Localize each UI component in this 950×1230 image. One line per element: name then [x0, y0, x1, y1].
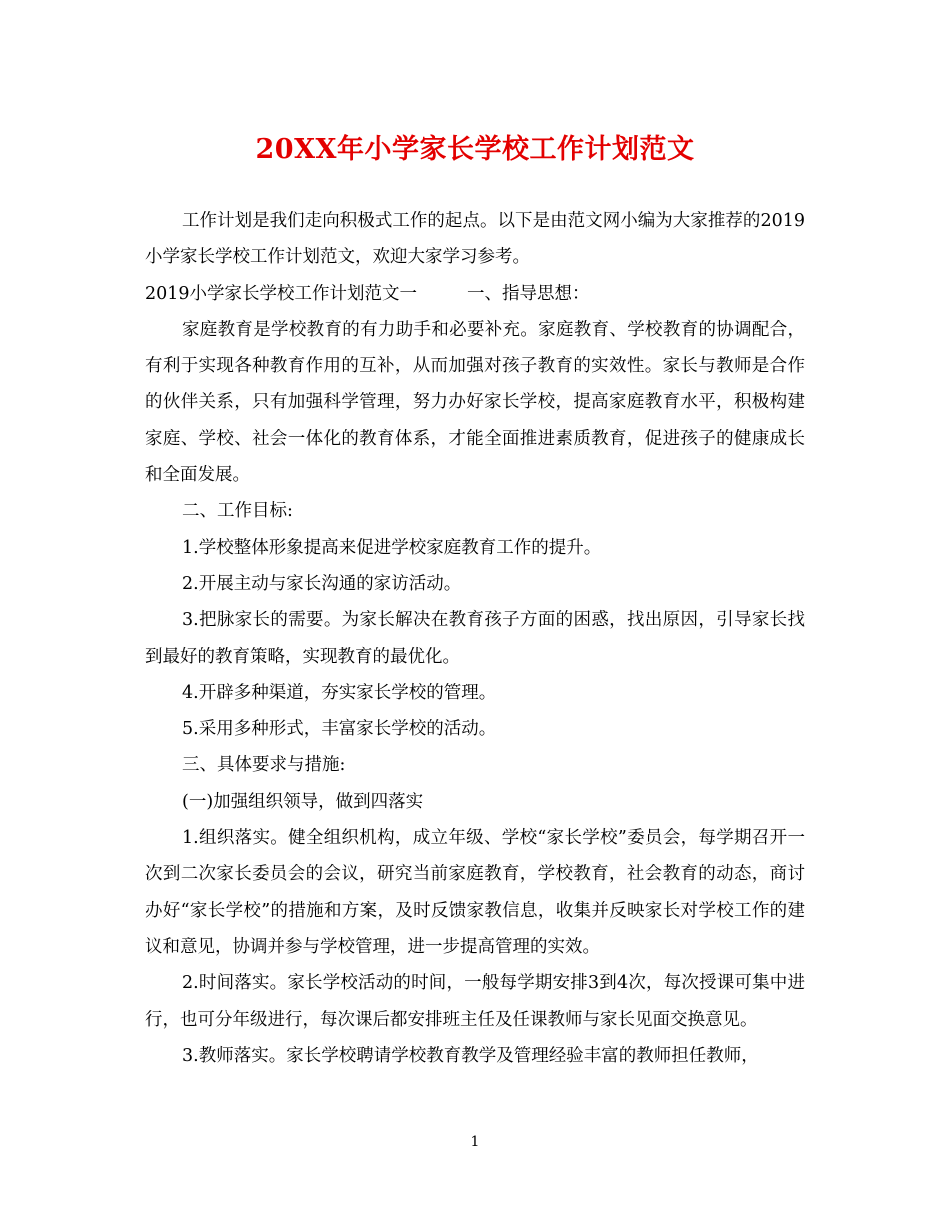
list-item-goal-5: 5.采用多种形式，丰富家长学校的活动。	[182, 719, 497, 740]
heading-measures: 三、具体要求与措施:	[182, 755, 346, 776]
section-heading-line	[145, 276, 805, 312]
paragraph-guiding: 家庭教育是学校教育的有力助手和必要补充。家庭教育、学校教育的协调配合，有利于实现各种教育作用的互补，从而加强对孩子教育的实效性。家长与教师是合作的伙伴关系，只有加强科学管理，努力办好家长学校，提高家庭教育水平，积极构建家庭、学校、社会一体化的教育体系，才能全面推进素质教育，促进孩子的健康成长和全面发展。	[145, 319, 805, 486]
list-item-goal-4: 4.开辟多种渠道，夯实家长学校的管理。	[182, 682, 497, 703]
document-title: 20XX年小学家长学校工作计划范文	[255, 134, 695, 165]
list-item-goal-1: 1.学校整体形象提高来促进学校家庭教育工作的提升。	[182, 537, 602, 558]
page-number: 1	[470, 1134, 480, 1150]
subheading-organization: (一)加强组织领导，做到四落实	[182, 791, 424, 812]
subtitle-part2: 一、指导思想：	[467, 283, 590, 304]
list-item-measure-1: 1.组织落实。健全组织机构，成立年级、学校“家长学校”委员会，每学期召开一次到二次家长委员会的会议，研究当前家庭教育，学校教育，社会教育的动态，商讨办好“家长学校”的措施和方案，及时反馈家教信息，收集并反映家长对学校工作的建议和意见，协调并参与学校管理，进一步提高管理的实效。	[145, 828, 805, 957]
document-body	[145, 203, 805, 1074]
heading-work-goals: 二、工作目标:	[182, 501, 293, 522]
list-item-measure-2: 2.时间落实。家长学校活动的时间，一般每学期安排3到4次，每次授课可集中进行，也可分年级进行，每次课后都安排班主任及任课教师与家长见面交换意见。	[145, 973, 805, 1030]
list-item-goal-3: 3.把脉家长的需要。为家长解决在教育孩子方面的困惑，找出原因，引导家长找到最好的教育策略，实现教育的最优化。	[145, 610, 805, 667]
list-item-measure-3: 3.教师落实。家长学校聘请学校教育教学及管理经验丰富的教师担任教师，	[182, 1045, 759, 1066]
subtitle-part1: 2019小学家长学校工作计划范文一	[145, 283, 418, 304]
list-item-goal-2: 2.开展主动与家长沟通的家访活动。	[182, 573, 462, 594]
paragraph-intro: 工作计划是我们走向积极式工作的起点。以下是由范文网小编为大家推荐的2019小学家长学校工作计划范文，欢迎大家学习参考。	[145, 211, 805, 268]
